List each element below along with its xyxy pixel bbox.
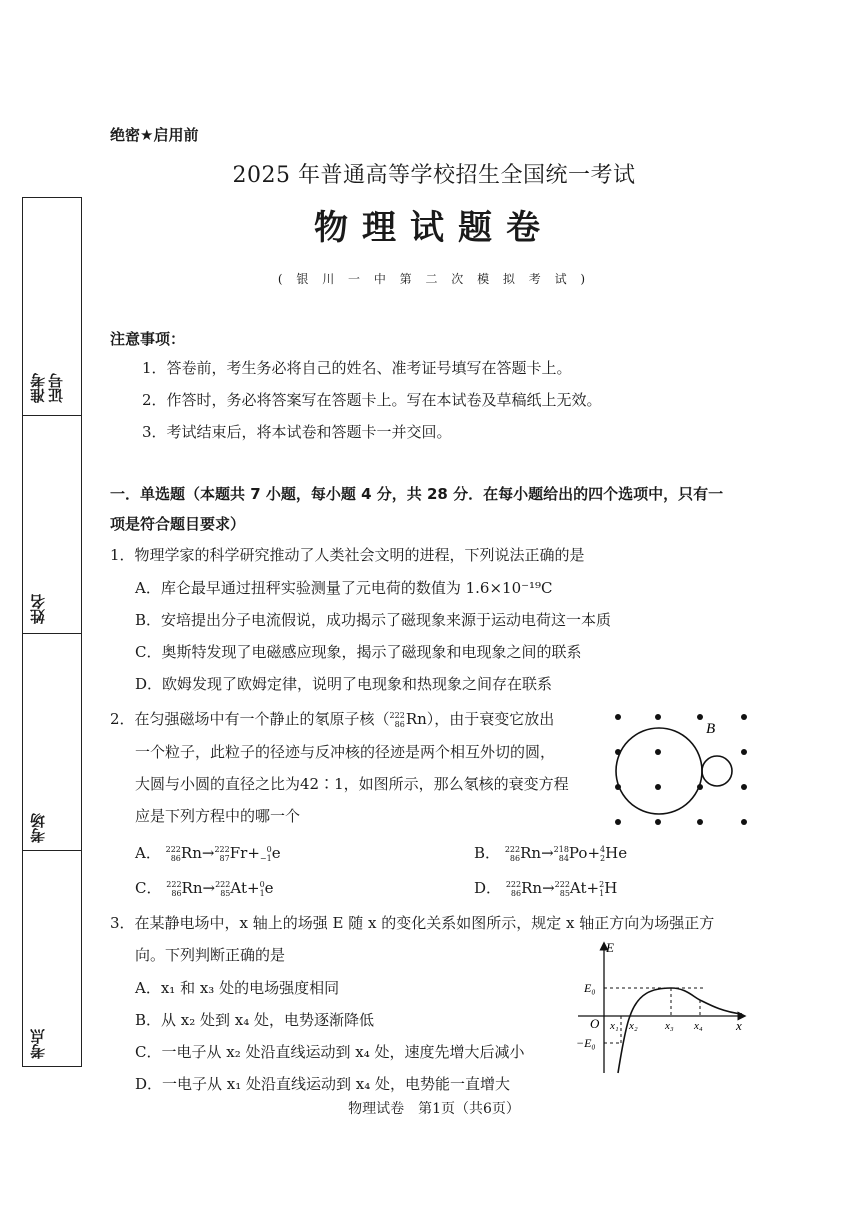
q1-option-a: A．库仑最早通过扭秤实验测量了元电荷的数值为 1.6×10⁻¹⁹C — [135, 579, 553, 597]
plus-sign: + — [246, 879, 260, 897]
nuclide-numbers — [215, 880, 230, 898]
q2-stem-line1 — [110, 709, 554, 729]
mass-number: 2 — [599, 880, 605, 889]
field-label: B — [706, 721, 716, 737]
plus-sign: + — [587, 844, 601, 862]
option-letter: C． — [135, 879, 162, 897]
confidential-mark: 绝密★启用前 — [110, 126, 199, 144]
e0-label: E₀ — [584, 981, 596, 995]
mass-number: 222 — [389, 711, 405, 720]
mass-number: 222 — [505, 880, 522, 889]
nuclide-symbol: e — [271, 844, 281, 862]
q2-option-a — [135, 843, 281, 863]
nuclide-numbers — [166, 880, 181, 898]
q3-field-graph — [572, 938, 752, 1076]
exam-title: 2025 年普通高等学校招生全国统一考试 — [232, 163, 636, 188]
nuclide-symbol: He — [605, 844, 628, 862]
sidebar-divider — [23, 633, 81, 634]
atomic-number: 2 — [600, 854, 606, 863]
q1-option-c: C．奥斯特发现了电磁感应现象，揭示了磁现象和电现象之间的联系 — [135, 643, 582, 661]
nuclide-symbol: Rn — [181, 879, 203, 897]
nuclide-numbers — [554, 845, 569, 863]
q3-stem-line2: 向。下列判断正确的是 — [135, 946, 286, 964]
section-heading: 一．单选题（本题共 7 小题，每小题 4 分，共 28 分．在每小题给出的四个选项中，只有一 — [110, 485, 724, 503]
radon-nuclide — [390, 709, 406, 729]
mass-number: 218 — [553, 845, 569, 854]
nuclide-numbers — [390, 711, 405, 729]
atomic-number: 86 — [170, 854, 181, 863]
notice-item: 2．作答时，务必将答案写在答题卡上。写在本试卷及草稿纸上无效。 — [142, 391, 602, 409]
section-heading-cont: 项是符合题目要求） — [110, 515, 246, 533]
reaction-arrow: → — [542, 879, 555, 897]
q2-magnetic-field-figure — [600, 705, 760, 835]
nuclide-symbol: Rn — [521, 879, 543, 897]
nuclide-symbol: Fr — [229, 844, 248, 862]
q2-stem-part: 2．在匀强磁场中有一个静止的氡原子核（ — [110, 710, 390, 728]
atomic-number: 86 — [510, 889, 522, 898]
x2-label: x₂ — [629, 1020, 638, 1032]
atomic-number: 85 — [220, 889, 231, 898]
mass-number: 222 — [165, 845, 181, 854]
sidebar-label-ticket: 准考证号 — [29, 373, 65, 403]
y-axis-label: E — [606, 940, 614, 955]
atomic-number: 1 — [259, 889, 265, 898]
nuclide-symbol: At — [230, 879, 247, 897]
nuclide-numbers — [214, 845, 229, 863]
x1-label: x₁ — [610, 1020, 619, 1032]
sidebar-label-site: 考点 — [29, 1029, 47, 1059]
option-letter: A． — [135, 844, 161, 862]
reaction-arrow: → — [201, 844, 215, 862]
nuclide-numbers — [166, 845, 181, 863]
q2-option-b — [474, 843, 627, 863]
nuclide-symbol: At — [569, 879, 587, 897]
q1-option-d: D．欧姆发现了欧姆定律，说明了电现象和热现象之间存在联系 — [135, 675, 553, 693]
neg-e0-label: −E₀ — [576, 1036, 596, 1050]
q3-option-d: D．一电子从 x₁ 处沿直线运动到 x₄ 处，电势能一直增大 — [135, 1075, 511, 1093]
origin-label: O — [590, 1016, 600, 1031]
atomic-number: 85 — [559, 889, 570, 898]
nuclide-symbol: Rn — [520, 844, 542, 862]
q2-stem-part: Rn），由于衰变它放出 — [405, 710, 555, 728]
mass-number: 222 — [166, 880, 182, 889]
nuclide-numbers — [555, 880, 570, 898]
mass-number: 222 — [504, 845, 521, 854]
sidebar-label-name: 姓名 — [29, 594, 47, 624]
notice-item: 1．答卷前，考生务必将自己的姓名、准考证号填写在答题卡上。 — [142, 359, 572, 377]
q2-option-d — [474, 878, 617, 898]
q1-stem: 1．物理学家的科学研究推动了人类社会文明的进程，下列说法正确的是 — [110, 546, 585, 564]
option-letter: B． — [474, 844, 501, 862]
mass-number: 0 — [266, 845, 272, 854]
q3-option-c: C．一电子从 x₂ 处沿直线运动到 x₄ 处，速度先增大后减小 — [135, 1043, 525, 1061]
nuclide-symbol: Rn — [180, 844, 202, 862]
atomic-number: −1 — [259, 854, 272, 863]
exam-subtitle: ( 银 川 一 中 第 二 次 模 拟 考 试 ) — [277, 272, 591, 286]
nuclide-numbers — [506, 880, 521, 898]
reaction-arrow: → — [541, 844, 554, 862]
small-track-circle — [702, 756, 732, 786]
plus-sign: + — [247, 844, 260, 862]
q3-option-a: A．x₁ 和 x₃ 处的电场强度相同 — [135, 979, 340, 997]
q1-option-b: B．安培提出分子电流假说，成功揭示了磁现象来源于运动电荷这一本质 — [135, 611, 612, 629]
atomic-number: 1 — [599, 889, 605, 898]
x3-label: x₃ — [665, 1020, 674, 1032]
nuclide-numbers — [260, 845, 272, 863]
atomic-number: 86 — [394, 720, 405, 729]
sidebar-divider — [23, 415, 81, 416]
q3-stem-line1: 3．在某静电场中，x 轴上的场强 E 随 x 的变化关系如图所示，规定 x 轴正方向为场强正方 — [110, 914, 715, 932]
x-axis-label: x — [736, 1018, 742, 1033]
atomic-number: 86 — [171, 889, 182, 898]
reaction-arrow: → — [202, 879, 216, 897]
mass-number: 222 — [215, 880, 231, 889]
q2-stem-line2: 一个粒子，此粒子的径迹与反冲核的径迹是两个相互外切的圆， — [135, 743, 556, 761]
nuclide-symbol: H — [604, 879, 618, 897]
atomic-number: 87 — [219, 854, 230, 863]
candidate-info-sidebar — [22, 197, 82, 1067]
large-track-circle — [616, 728, 702, 814]
mass-number: 222 — [554, 880, 570, 889]
subject-title: 物理试题卷 — [314, 208, 554, 248]
atomic-number: 86 — [509, 854, 521, 863]
sidebar-label-room: 考场 — [29, 813, 47, 843]
mass-number: 4 — [600, 845, 606, 854]
nuclide-symbol: e — [264, 879, 274, 897]
option-letter: D． — [474, 879, 502, 897]
q3-option-b: B．从 x₂ 处到 x₄ 处，电势逐渐降低 — [135, 1011, 375, 1029]
nuclide-numbers — [505, 845, 520, 863]
plus-sign: + — [586, 879, 600, 897]
nuclide-symbol: Po — [568, 844, 588, 862]
notice-item: 3．考试结束后，将本试卷和答题卡一并交回。 — [142, 423, 452, 441]
q2-option-c — [135, 878, 274, 898]
mass-number: 0 — [259, 880, 265, 889]
notice-title: 注意事项： — [110, 330, 186, 348]
q2-stem-line4: 应是下列方程中的哪一个 — [135, 807, 301, 825]
mass-number: 222 — [214, 845, 230, 854]
page-footer: 物理试卷 第1页（共6页） — [348, 1101, 520, 1117]
q2-stem-line3: 大圆与小圆的直径之比为42∶1，如图所示，那么氡核的衰变方程 — [135, 775, 569, 793]
atomic-number: 84 — [558, 854, 569, 863]
x4-label: x₄ — [694, 1020, 703, 1032]
sidebar-divider — [23, 850, 81, 851]
